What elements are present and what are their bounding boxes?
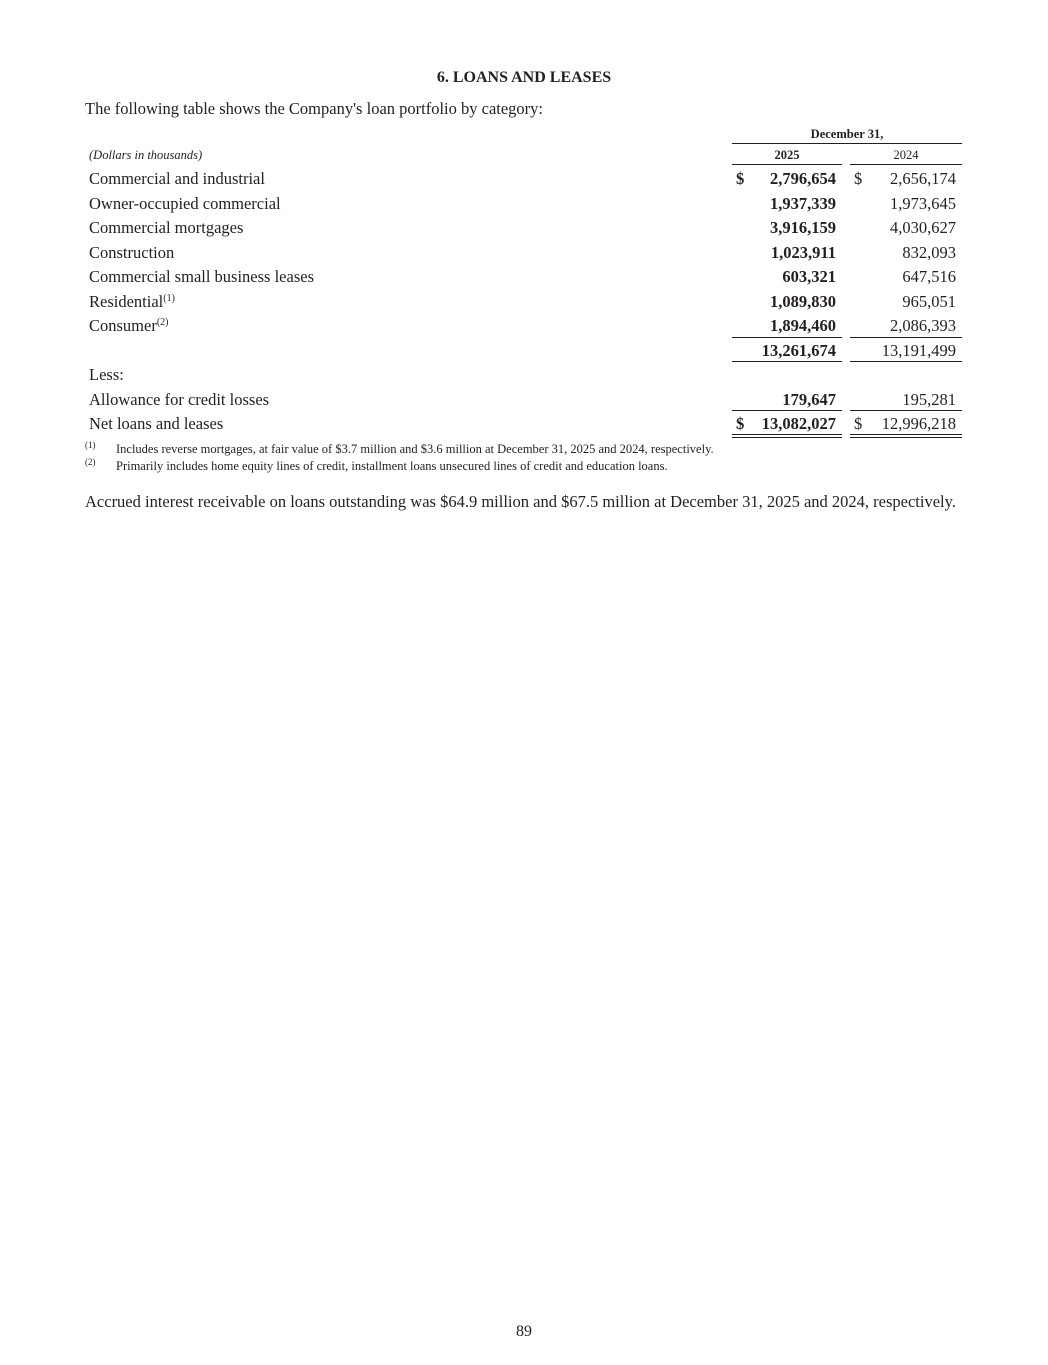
year-header-2024: 2024 <box>893 148 919 162</box>
value-2024: 4,030,627 <box>890 218 956 237</box>
total-double-rule-top-2024 <box>850 434 962 435</box>
footnote-text: Primarily includes home equity lines of credit, installment loans unsecured lines of credit and education loans. <box>116 459 668 473</box>
period-header-rule <box>732 143 962 144</box>
currency-2025: $ <box>736 413 745 433</box>
value-2024: 13,191,499 <box>881 340 956 360</box>
value-2024: 2,086,393 <box>890 316 956 335</box>
footnote-mark: (1) <box>85 440 96 450</box>
row-label: Consumer$^{(2)}$ <box>89 316 169 335</box>
total-double-rule-bottom-2024 <box>850 437 962 438</box>
footnote-mark: (2) <box>85 457 96 467</box>
footnote <box>85 442 962 459</box>
row-label: Less: <box>89 365 124 384</box>
footnote <box>85 459 962 476</box>
value-2024: 647,516 <box>902 267 956 286</box>
table-row <box>85 387 962 411</box>
value-2024: 965,051 <box>902 291 956 311</box>
table-row <box>85 289 962 313</box>
page-number: 89 <box>516 1323 532 1340</box>
footnote-text: Includes reverse mortgages, at fair value of $3.7 million and $3.6 million at December 31, 2025 and 2024, respectively. <box>116 442 714 456</box>
table-row <box>85 166 962 190</box>
closing-paragraph: Accrued interest receivable on loans outstanding was $64.9 million and $67.5 million at December 31, 2025 and 2024, respectively. <box>85 492 956 511</box>
table-row <box>85 362 962 386</box>
footnote-ref: (2) <box>156 317 169 328</box>
total-double-rule-bottom-2025 <box>732 437 842 438</box>
table-row <box>85 240 962 264</box>
row-label: Owner-occupied commercial <box>89 193 281 213</box>
row-label: Net loans and leases <box>89 413 224 433</box>
value-2025: 179,647 <box>782 389 836 409</box>
total-double-rule-top-2025 <box>732 434 842 435</box>
section-title: 6. LOANS AND LEASES <box>436 69 612 86</box>
row-label: Allowance for credit losses <box>89 389 270 409</box>
footnotes <box>85 442 962 476</box>
total-row <box>85 411 962 435</box>
value-2024: 832,093 <box>902 242 956 262</box>
footnote-ref: (1) <box>163 292 175 304</box>
value-2025: 3,916,159 <box>770 218 836 237</box>
year-header-rule-2025 <box>732 164 842 165</box>
value-2024: 2,656,174 <box>890 169 956 188</box>
units-label: (Dollars in thousands) <box>89 148 203 162</box>
currency-2025: $ <box>736 169 745 188</box>
value-2024: 1,973,645 <box>890 193 956 213</box>
row-label: Commercial small business leases <box>89 267 314 286</box>
value-2025: 2,796,654 <box>770 169 836 188</box>
row-label: Commercial and industrial <box>89 169 265 188</box>
intro-text: The following table shows the Company's loan portfolio by category: <box>85 99 544 118</box>
row-label: Construction <box>89 242 175 262</box>
value-2025: 1,937,339 <box>770 193 836 213</box>
year-header-2025: 2025 <box>774 148 800 162</box>
table-row <box>85 215 962 239</box>
value-2025: 1,023,911 <box>770 242 836 262</box>
table-row <box>85 264 962 288</box>
currency-2024: $ <box>854 169 863 188</box>
subtotal-row <box>85 338 962 362</box>
row-label: Commercial mortgages <box>89 218 244 237</box>
value-2025: 603,321 <box>782 267 836 286</box>
value-2025: 13,082,027 <box>761 413 836 433</box>
value-2025: 1,894,460 <box>770 316 836 335</box>
period-header: December 31, <box>810 127 884 141</box>
value-2025: 13,261,674 <box>761 340 836 360</box>
value-2024: 195,281 <box>902 389 956 409</box>
year-header-rule-2024 <box>850 164 962 165</box>
currency-2024: $ <box>854 413 863 433</box>
value-2024: 12,996,218 <box>881 413 956 433</box>
table-row <box>85 191 962 215</box>
value-2025: 1,089,830 <box>770 291 836 311</box>
table-row <box>85 313 962 337</box>
row-label: Residential$^{(1)}$ <box>89 291 175 311</box>
